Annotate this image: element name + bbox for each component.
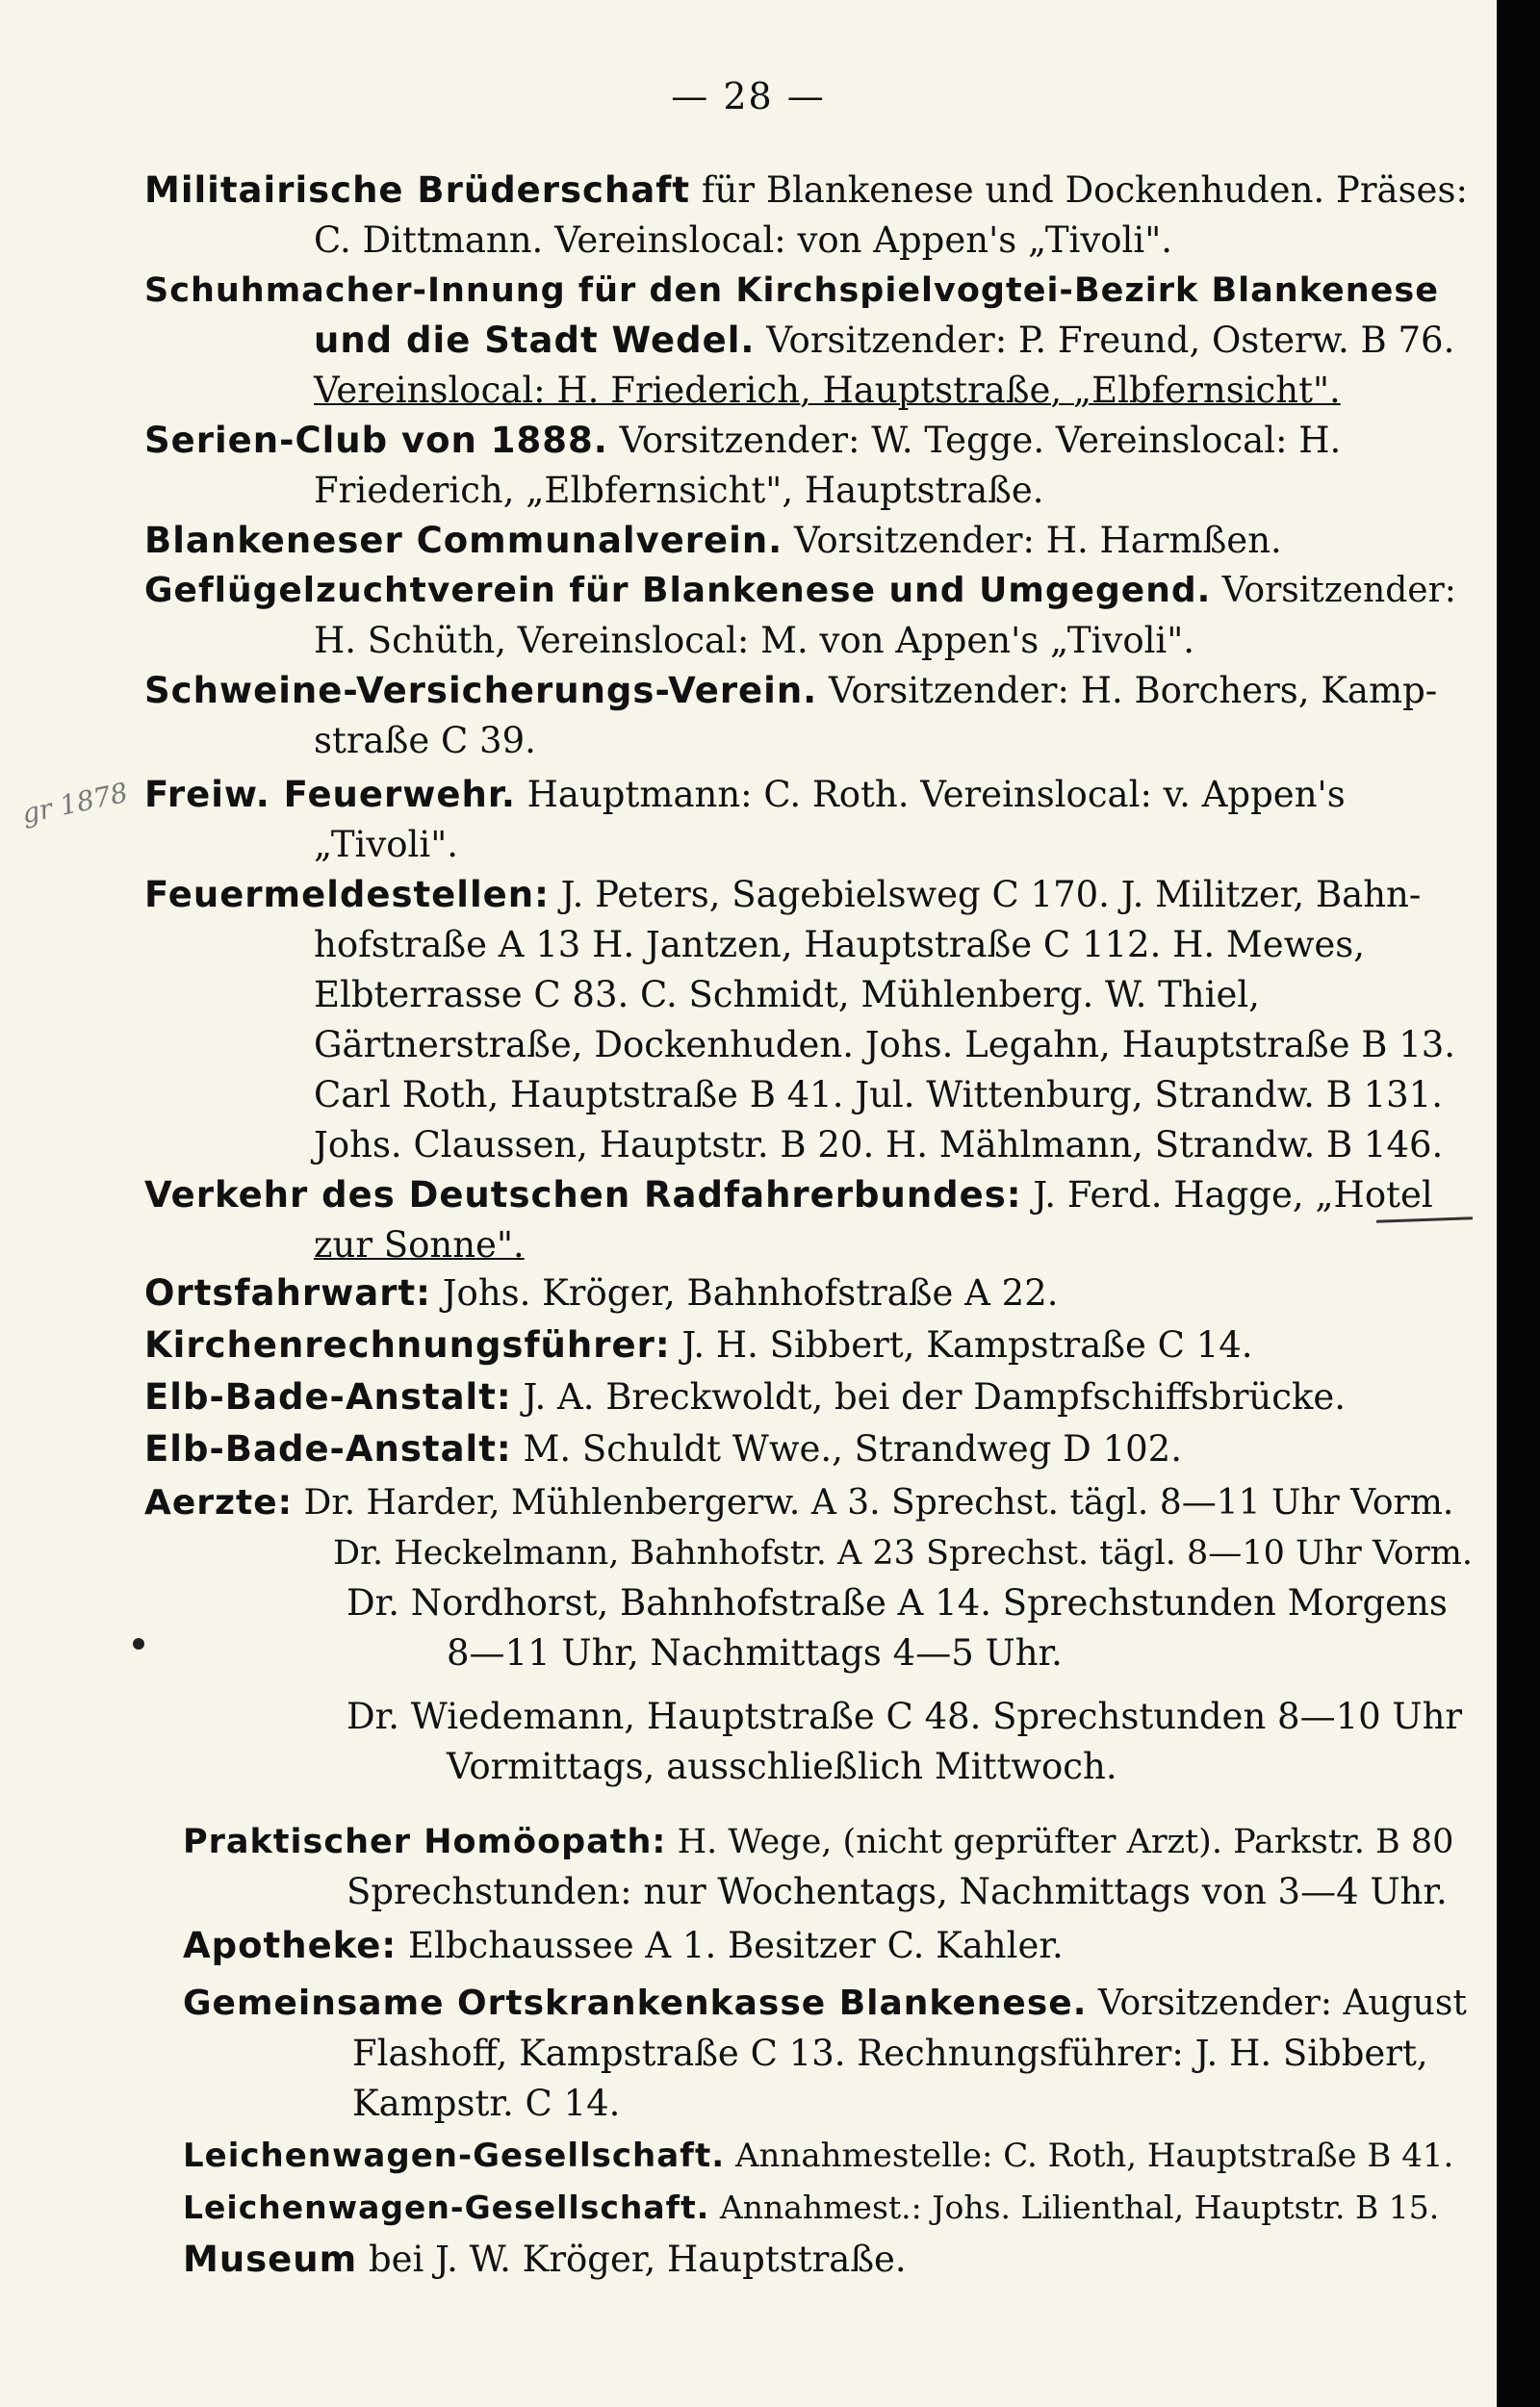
entry-schuhmacher: Schuhmacher-Innung für den Kirchspielvogtei-Bezirk Blankenese und die Stadt Wedel. Vorsitzender: P. Freund, Osterw. B 76. Vereinslocal: H. Friederich, Hauptstraße, „Elbfernsicht". bbox=[144, 271, 1455, 411]
margin-note: gr 1878 bbox=[18, 776, 131, 831]
entry-communalverein: Blankeneser Communalverein. Vorsitzender: H. Harmßen. bbox=[144, 520, 1282, 561]
entry-kirchenrechnungsfuehrer: Kirchenrechnungsführer: J. H. Sibbert, Kampstraße C 14. bbox=[144, 1324, 1253, 1366]
entry-feuermeldestellen: Feuermeldestellen: J. Peters, Sagebielsweg C 170. J. Militzer, Bahn- hofstraße A 13 H. Jantzen, Hauptstraße C 112. H. Mewes, Elbterrasse C 83. C. Schmidt, Mühlenberg. W. Thiel, Gärtnerstraße, Dockenhuden. Johs. Legahn, Hauptstraße B 13. Carl Roth, Hauptstraße B 41. Jul. Wittenburg, Strandw. B 131. Johs. Claussen, Hauptstr. B 20. H. Mählmann, Strandw. B 146. bbox=[144, 874, 1456, 1165]
entry-elb-bade-anstalt-2: Elb-Bade-Anstalt: M. Schuldt Wwe., Strandweg D 102. bbox=[144, 1428, 1182, 1470]
entry-gefluegelzucht: Geflügelzuchtverein für Blankenese und Umgegend. Vorsitzender: H. Schüth, Vereinslocal: M. von Appen's „Tivoli". bbox=[144, 571, 1456, 661]
entry-ortsfahrwart: Ortsfahrwart: Johs. Kröger, Bahnhofstraße A 22. bbox=[144, 1272, 1059, 1314]
entry-schweine: Schweine-Versicherungs-Verein. Vorsitzender: H. Borchers, Kamp- straße C 39. bbox=[144, 670, 1438, 761]
scan-border bbox=[1497, 0, 1540, 2407]
ink-dot bbox=[133, 1638, 144, 1650]
entry-homoeopath: Praktischer Homöopath: H. Wege, (nicht geprüfter Arzt). Parkstr. B 80 Sprechstunden: nur Wochentags, Nachmittags von 3—4 Uhr. bbox=[183, 1823, 1454, 1912]
entry-radfahrerbund: Verkehr des Deutschen Radfahrerbundes: J. Ferd. Hagge, „Hotel zur Sonne". bbox=[144, 1174, 1433, 1266]
entry-museum: Museum bei J. W. Kröger, Hauptstraße. bbox=[183, 2239, 907, 2280]
entry-apotheke: Apotheke: Elbchaussee A 1. Besitzer C. Kahler. bbox=[183, 1925, 1064, 1966]
entry-militairische: Militairische Brüderschaft für Blankenese und Dockenhuden. Präses: C. Dittmann. Vereinslocal: von Appen's „Tivoli". bbox=[144, 169, 1468, 261]
entry-leichenwagen-2: Leichenwagen-Gesellschaft. Annahmest.: Johs. Lilienthal, Hauptstr. B 15. bbox=[183, 2189, 1440, 2226]
entry-leichenwagen-1: Leichenwagen-Gesellschaft. Annahmestelle: C. Roth, Hauptstraße B 41. bbox=[183, 2137, 1454, 2175]
entry-aerzte: Aerzte: Dr. Harder, Mühlenbergerw. A 3. Sprechst. tägl. 8—11 Uhr Vorm. Dr. Heckelmann, Bahnhofstr. A 23 Sprechst. tägl. 8—10 Uhr Vorm. Dr. Nordhorst, Bahnhofstraße A 14. Sprechstunden Morgens 8—11 Uhr, Nachmittags 4—5 Uhr. Dr. Wiedemann, Hauptstraße C 48. Sprechstunden 8—10 Uhr Vormittags, ausschließlich Mittwoch. bbox=[144, 1483, 1474, 1787]
entry-feuerwehr: Freiw. Feuerwehr. Hauptmann: C. Roth. Vereinslocal: v. Appen's „Tivoli". bbox=[144, 774, 1346, 865]
entry-elb-bade-anstalt-1: Elb-Bade-Anstalt: J. A. Breckwoldt, bei der Dampfschiffsbrücke. bbox=[144, 1376, 1347, 1418]
entry-ortskrankenkasse: Gemeinsame Ortskrankenkasse Blankenese. Vorsitzender: August Flashoff, Kampstraße C 13. Rechnungsführer: J. H. Sibbert, Kampstr. C 14. bbox=[183, 1984, 1467, 2124]
page-number: — 28 — bbox=[671, 75, 826, 117]
entry-serien-club: Serien-Club von 1888. Vorsitzender: W. Tegge. Vereinslocal: H. Friederich, „Elbfernsicht", Hauptstraße. bbox=[144, 420, 1342, 511]
